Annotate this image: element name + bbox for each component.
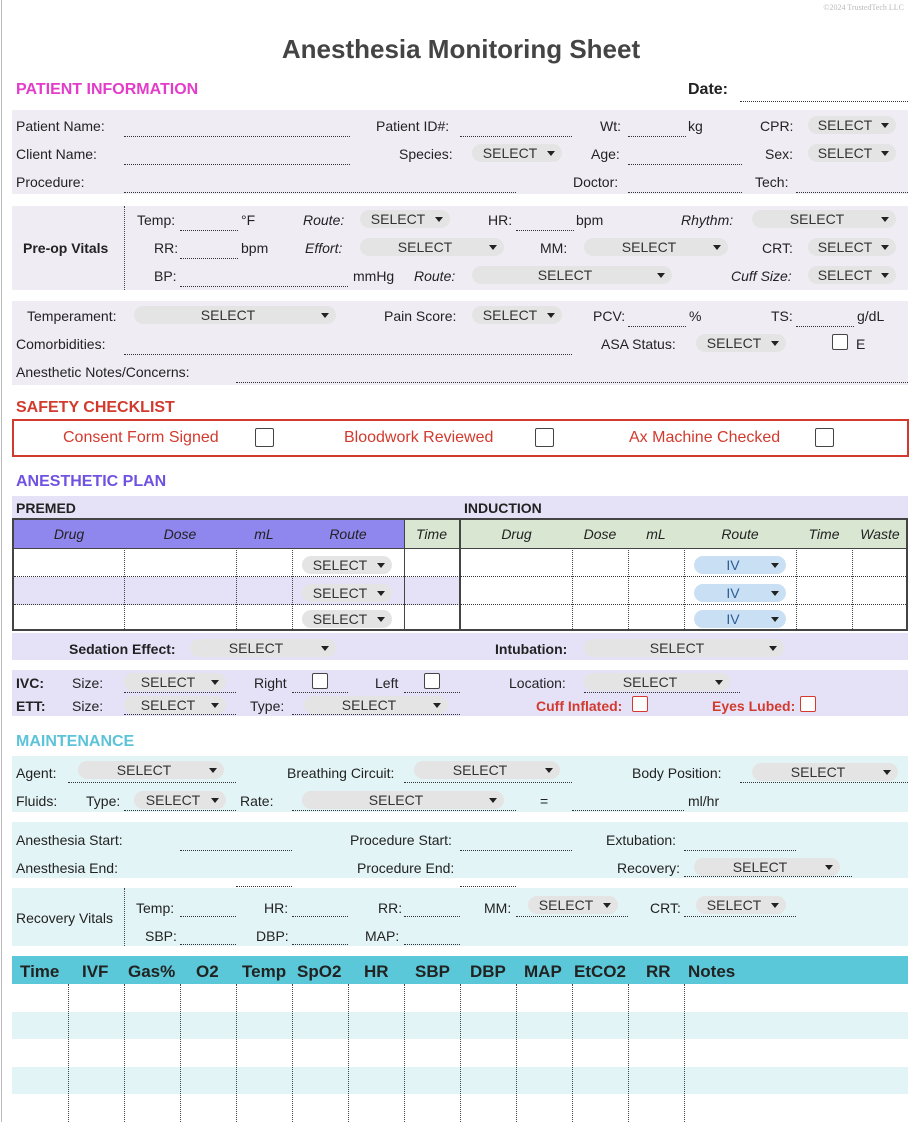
page-title: Anesthesia Monitoring Sheet — [281, 34, 641, 64]
effort-label: Effort: — [305, 240, 343, 256]
preop-temp-route-label: Route: — [303, 212, 345, 228]
recovery-underline — [684, 876, 852, 877]
ts-field[interactable] — [796, 326, 854, 327]
temperament-select[interactable]: SELECT — [134, 306, 336, 324]
ivc-left-underline — [404, 692, 460, 693]
rec-sbp-field[interactable] — [180, 944, 236, 945]
induction-route-select-2[interactable]: IV — [694, 584, 786, 602]
asa-status-label: ASA Status: — [601, 336, 676, 352]
induction-heading: INDUCTION — [464, 500, 542, 516]
ivc-label: IVC: — [16, 675, 44, 691]
preop-mm-select[interactable]: SELECT — [584, 238, 728, 256]
rec-map-field[interactable] — [404, 944, 460, 945]
premed-col-ml: mL — [254, 526, 274, 542]
monitor-col-divider — [572, 984, 573, 1122]
patient-name-field[interactable] — [124, 136, 350, 137]
premed-route-select-3[interactable]: SELECT — [302, 610, 392, 628]
rec-temp-field[interactable] — [180, 916, 236, 917]
sex-label: Sex: — [765, 146, 794, 162]
bp-route-label: Route: — [414, 268, 456, 284]
page-left-rule — [1, 0, 2, 1122]
doctor-field[interactable] — [628, 192, 742, 193]
ivc-right-checkbox[interactable] — [312, 673, 328, 689]
rec-crt-select[interactable]: SELECT — [696, 896, 786, 914]
preop-bp-field[interactable] — [180, 286, 348, 287]
monitor-col-o2: O2 — [196, 962, 219, 981]
monitor-col-divider — [68, 984, 69, 1122]
preop-heading: Pre-op Vitals — [23, 240, 109, 256]
plan-col-divider — [124, 548, 125, 629]
bp-route-select[interactable]: SELECT — [472, 266, 672, 284]
pcv-label: PCV: — [593, 308, 626, 324]
monitor-col-divider — [684, 984, 685, 1122]
plan-col-divider — [684, 548, 685, 629]
premed-col-time: Time — [416, 526, 447, 542]
anesthesia-start-field[interactable] — [180, 850, 292, 851]
cpr-select[interactable]: SELECT — [808, 116, 896, 134]
monitor-col-divider — [404, 984, 405, 1122]
procedure-start-field[interactable] — [460, 850, 572, 851]
preop-temp-field[interactable] — [180, 230, 238, 231]
comorbidities-field[interactable] — [124, 354, 572, 355]
plan-heading: ANESTHETIC PLAN — [16, 473, 167, 490]
ivc-left-label: Left — [375, 675, 399, 691]
safety-heading: SAFETY CHECKLIST — [16, 399, 175, 416]
doctor-label: Doctor: — [573, 174, 619, 190]
rec-crt-label: CRT: — [650, 900, 681, 916]
rec-rr-field[interactable] — [404, 916, 460, 917]
bloodwork-label: Bloodwork Reviewed — [344, 429, 494, 446]
consent-form-label: Consent Form Signed — [63, 429, 219, 446]
extubation-field[interactable] — [684, 850, 796, 851]
monitor-col-notes: Notes — [688, 962, 736, 981]
client-name-label: Client Name: — [16, 146, 97, 162]
fluid-rate-field[interactable] — [572, 810, 684, 811]
anesthetic-notes-label: Anesthetic Notes/Concerns: — [16, 364, 190, 380]
monitor-col-divider — [292, 984, 293, 1122]
monitor-col-divider — [516, 984, 517, 1122]
rate-select[interactable]: SELECT — [302, 791, 504, 809]
monitor-col-divider — [628, 984, 629, 1122]
ett-type-label: Type: — [250, 698, 285, 714]
agent-label: Agent: — [16, 765, 57, 781]
fluids-type-label: Type: — [86, 793, 121, 809]
monitor-col-dbp: DBP — [470, 962, 506, 981]
monitor-col-divider — [460, 984, 461, 1122]
ts-label: TS: — [771, 308, 793, 324]
monitor-col-divider — [348, 984, 349, 1122]
plan-col-divider — [852, 548, 853, 629]
anesthetic-notes-field[interactable] — [236, 382, 908, 383]
induction-col-route: Route — [721, 526, 759, 542]
sex-select[interactable]: SELECT — [808, 144, 896, 162]
premed-route-select-1[interactable]: SELECT — [302, 556, 392, 574]
ett-size-underline — [124, 714, 236, 715]
induction-col-ml: mL — [646, 526, 666, 542]
extubation-label: Extubation: — [606, 832, 677, 848]
plan-row-divider — [14, 576, 906, 577]
degf-unit: °F — [241, 212, 256, 228]
anesthesia-start-label: Anesthesia Start: — [16, 832, 123, 848]
kg-unit: kg — [688, 118, 703, 134]
body-position-select[interactable]: SELECT — [752, 763, 898, 781]
procedure-field[interactable] — [124, 192, 516, 193]
induction-col-dose: Dose — [583, 526, 617, 542]
rec-sbp-label: SBP: — [145, 928, 177, 944]
species-select[interactable]: SELECT — [472, 144, 562, 162]
ivc-right-label: Right — [254, 675, 287, 691]
ivc-location-select[interactable]: SELECT — [584, 673, 730, 691]
monitor-col-gas: Gas% — [128, 962, 176, 981]
monitor-col-hr: HR — [364, 962, 389, 981]
pain-score-label: Pain Score: — [384, 308, 457, 324]
bpm-unit: bpm — [576, 212, 604, 228]
date-label: Date: — [688, 81, 729, 98]
agent-select[interactable]: SELECT — [78, 761, 224, 779]
plan-col-divider — [404, 520, 405, 629]
rec-crt-underline — [684, 916, 796, 917]
asa-status-select[interactable]: SELECT — [696, 334, 786, 352]
consent-form-checkbox[interactable] — [255, 428, 274, 447]
plan-col-divider — [572, 548, 573, 629]
preop-hr-field[interactable] — [516, 230, 574, 231]
rec-mm-label: MM: — [484, 900, 512, 916]
ivc-location-label: Location: — [509, 675, 566, 691]
patient-id-field[interactable] — [460, 136, 572, 137]
rec-dbp-label: DBP: — [256, 928, 289, 944]
rate-underline — [292, 810, 516, 811]
ett-size-select[interactable]: SELECT — [124, 696, 226, 714]
preop-temp-route-select[interactable]: SELECT — [360, 210, 450, 228]
temperament-label: Temperament: — [27, 308, 117, 324]
fluids-type-select[interactable]: SELECT — [134, 791, 226, 809]
patient-name-label: Patient Name: — [16, 118, 105, 134]
plan-band — [12, 496, 908, 518]
rr-bpm-unit: bpm — [241, 240, 269, 256]
cuff-size-label: Cuff Size: — [731, 268, 792, 284]
ivc-right-underline — [292, 692, 348, 693]
rec-hr-field[interactable] — [292, 916, 348, 917]
premed-heading: PREMED — [16, 500, 76, 516]
ax-machine-label: Ax Machine Checked — [629, 429, 781, 446]
ett-type-underline — [292, 714, 460, 715]
breathing-circuit-label: Breathing Circuit: — [287, 765, 395, 781]
client-name-field[interactable] — [124, 164, 350, 165]
monitor-col-divider — [124, 984, 125, 1122]
intubation-select[interactable]: SELECT — [584, 639, 784, 657]
procedure-end-label: Procedure End: — [357, 860, 455, 876]
pcv-unit: % — [689, 308, 702, 324]
body-position-label: Body Position: — [632, 765, 722, 781]
preop-rr-field[interactable] — [180, 258, 238, 259]
equals-sign: = — [540, 793, 549, 809]
cuff-inflated-checkbox[interactable] — [632, 696, 648, 712]
breathing-circuit-select[interactable]: SELECT — [414, 761, 560, 779]
cpr-label: CPR: — [760, 118, 794, 134]
sedation-label: Sedation Effect: — [69, 641, 176, 657]
pcv-field[interactable] — [628, 326, 686, 327]
rec-hr-label: HR: — [264, 900, 289, 916]
induction-col-drug: Drug — [501, 526, 532, 542]
ivc-left-checkbox[interactable] — [424, 673, 440, 689]
bloodwork-checkbox[interactable] — [535, 428, 554, 447]
monitor-col-divider — [180, 984, 181, 1122]
monitor-col-temp: Temp — [242, 962, 287, 981]
induction-route-select-1[interactable]: IV — [694, 556, 786, 574]
patient-info-heading: PATIENT INFORMATION — [16, 81, 199, 98]
ivc-location-underline — [584, 692, 740, 693]
premed-route-select-2[interactable]: SELECT — [302, 584, 392, 602]
preop-rr-label: RR: — [154, 240, 179, 256]
sedation-select[interactable]: SELECT — [190, 639, 336, 657]
plan-row-divider — [14, 604, 906, 605]
premed-col-dose: Dose — [163, 526, 197, 542]
copyright: ©2024 TrustedTech LLC — [823, 3, 904, 12]
intubation-label: Intubation: — [495, 641, 568, 657]
recovery-vitals-heading: Recovery Vitals — [16, 910, 114, 926]
comorbidities-label: Comorbidities: — [16, 336, 106, 352]
anesthesia-end-label: Anesthesia End: — [16, 860, 118, 876]
recovery-label: Recovery: — [617, 860, 681, 876]
ivc-size-underline — [124, 692, 236, 693]
plan-col-divider — [236, 548, 237, 629]
tech-field[interactable] — [796, 192, 908, 193]
ml-hr-unit: ml/hr — [688, 793, 720, 809]
rec-rr-label: RR: — [378, 900, 403, 916]
fluids-label: Fluids: — [16, 793, 58, 809]
plan-col-divider — [796, 548, 797, 629]
monitor-col-etco2: EtCO2 — [574, 962, 626, 981]
ett-size-label: Size: — [72, 698, 104, 714]
preop-temp-label: Temp: — [137, 212, 176, 228]
ivc-size-select[interactable]: SELECT — [124, 673, 226, 691]
weight-label: Wt: — [600, 118, 621, 134]
rec-mm-underline — [516, 916, 628, 917]
procedure-end-field[interactable] — [460, 886, 516, 887]
cuff-inflated-label: Cuff Inflated: — [536, 698, 623, 714]
monitor-col-time: Time — [20, 962, 60, 981]
preop-crt-label: CRT: — [762, 240, 793, 256]
monitor-col-spo2: SpO2 — [297, 962, 342, 981]
monitor-col-map: MAP — [524, 962, 562, 981]
premed-col-route: Route — [329, 526, 367, 542]
preop-bp-label: BP: — [154, 268, 177, 284]
rec-mm-select[interactable]: SELECT — [528, 896, 618, 914]
preop-divider — [124, 206, 125, 290]
eyes-lubed-checkbox[interactable] — [800, 696, 816, 712]
rhythm-label: Rhythm: — [681, 212, 734, 228]
recovery-select[interactable]: SELECT — [694, 858, 840, 876]
rate-label: Rate: — [240, 793, 274, 809]
patient-id-label: Patient ID#: — [376, 118, 450, 134]
monitor-col-rr: RR — [646, 962, 671, 981]
eyes-lubed-label: Eyes Lubed: — [712, 698, 796, 714]
age-field[interactable] — [628, 164, 742, 165]
monitor-col-divider — [236, 984, 237, 1122]
recovery-vitals-divider — [124, 888, 125, 946]
procedure-label: Procedure: — [16, 174, 85, 190]
preop-crt-select[interactable]: SELECT — [808, 238, 896, 256]
preop-mm-label: MM: — [540, 240, 568, 256]
pain-score-select[interactable]: SELECT — [472, 306, 562, 324]
weight-field[interactable] — [628, 136, 686, 137]
induction-col-waste: Waste — [860, 526, 900, 542]
body-position-underline — [740, 782, 908, 783]
rec-temp-label: Temp: — [136, 900, 175, 916]
asa-emergency-label: E — [856, 336, 866, 352]
monitor-col-ivf: IVF — [82, 962, 109, 981]
fluids-type-underline — [124, 810, 236, 811]
ett-label: ETT: — [16, 698, 46, 714]
ett-type-select[interactable]: SELECT — [304, 696, 448, 714]
breathing-circuit-underline — [404, 782, 572, 783]
plan-col-divider — [628, 548, 629, 629]
ts-unit: g/dL — [857, 308, 885, 324]
species-label: Species: — [399, 146, 453, 162]
ax-machine-checkbox[interactable] — [815, 428, 834, 447]
agent-underline — [68, 782, 236, 783]
rec-map-label: MAP: — [365, 928, 400, 944]
effort-select[interactable]: SELECT — [360, 238, 504, 256]
asa-emergency-checkbox[interactable] — [832, 334, 848, 350]
maintenance-heading: MAINTENANCE — [16, 733, 135, 750]
premed-col-drug: Drug — [53, 526, 85, 542]
induction-col-time: Time — [808, 526, 840, 542]
monitor-col-sbp: SBP — [415, 962, 450, 981]
age-label: Age: — [591, 146, 620, 162]
ivc-size-label: Size: — [72, 675, 104, 691]
rec-dbp-field[interactable] — [292, 944, 348, 945]
date-field[interactable] — [740, 101, 908, 102]
tech-label: Tech: — [755, 174, 789, 190]
preop-hr-label: HR: — [488, 212, 513, 228]
cuff-size-select[interactable]: SELECT — [808, 266, 896, 284]
rhythm-select[interactable]: SELECT — [752, 210, 896, 228]
mmhg-unit: mmHg — [353, 268, 395, 284]
plan-col-divider — [292, 548, 293, 629]
plan-row-divider — [14, 548, 906, 549]
induction-route-select-3[interactable]: IV — [694, 610, 786, 628]
procedure-start-label: Procedure Start: — [350, 832, 452, 848]
anesthesia-end-field[interactable] — [236, 886, 292, 887]
